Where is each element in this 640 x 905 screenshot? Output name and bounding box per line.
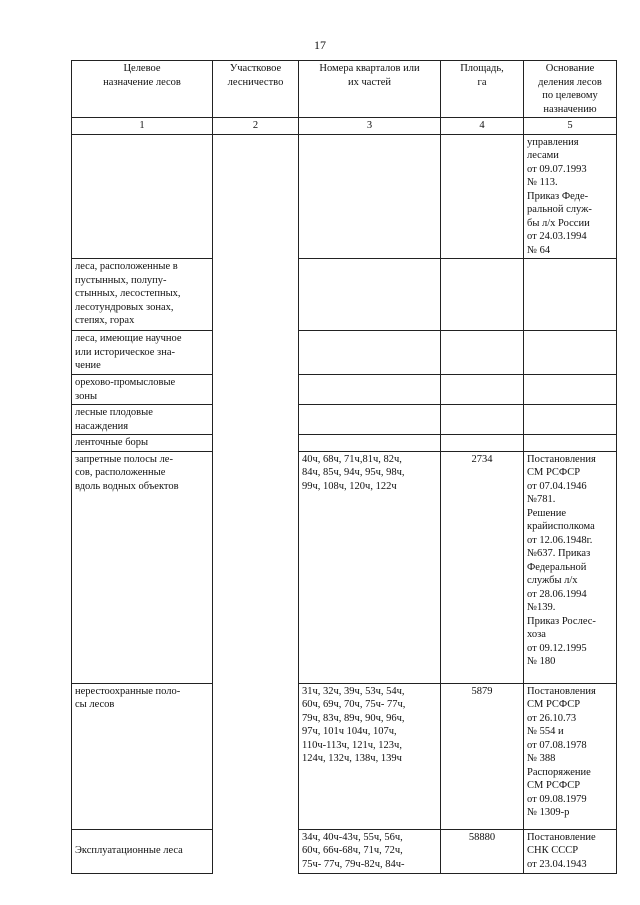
table-row	[72, 829, 617, 873]
district-cell	[213, 375, 299, 405]
quarters-cell	[299, 375, 441, 405]
area-cell	[441, 331, 524, 375]
table-row	[72, 405, 617, 435]
quarters-cell: 40ч, 68ч, 71ч,81ч, 82ч, 84ч, 85ч, 94ч, 95ч, 98ч, 99ч, 108ч, 120ч, 122ч	[299, 451, 441, 683]
area-cell	[441, 259, 524, 331]
basis-cell	[524, 435, 617, 452]
forest-purpose-table	[71, 60, 617, 874]
table-row	[72, 683, 617, 829]
purpose-cell: запретные полосы ле- сов, расположенные вдоль водных объектов	[72, 451, 213, 683]
table-row	[72, 435, 617, 452]
quarters-cell	[299, 134, 441, 259]
purpose-cell: нерестоохранные поло- сы лесов	[72, 683, 213, 829]
header-area: Площадь, га	[441, 61, 524, 118]
purpose-cell: леса, расположенные в пустынных, полупу- стынных, лесостепных, лесотундровых зонах, степях, горах	[72, 259, 213, 331]
page-number: 17	[314, 38, 326, 52]
quarters-cell	[299, 405, 441, 435]
col-number-4: 4	[441, 118, 524, 135]
basis-cell	[524, 405, 617, 435]
quarters-cell: 31ч, 32ч, 39ч, 53ч, 54ч, 60ч, 69ч, 70ч, 75ч- 77ч, 79ч, 83ч, 89ч, 90ч, 96ч, 97ч, 101ч 104ч, 107ч, 110ч-113ч, 121ч, 123ч, 124ч, 132ч, 138ч, 139ч	[299, 683, 441, 829]
header-basis: Основание деления лесов по целевому назначению	[524, 61, 617, 118]
purpose-cell: Эксплуатационные леса	[72, 829, 213, 873]
purpose-cell: орехово-промысловые зоны	[72, 375, 213, 405]
quarters-cell	[299, 331, 441, 375]
table-row	[72, 134, 617, 259]
purpose-cell: леса, имеющие научное или историческое зна- чение	[72, 331, 213, 375]
table-row	[72, 331, 617, 375]
header-district: Участковое лесничество	[213, 61, 299, 118]
basis-cell	[524, 375, 617, 405]
area-cell	[441, 435, 524, 452]
column-number-row	[72, 118, 617, 135]
district-cell	[213, 405, 299, 435]
purpose-cell: лесные плодовые насаждения	[72, 405, 213, 435]
quarters-cell: 34ч, 40ч-43ч, 55ч, 56ч, 60ч, 66ч-68ч, 71ч, 72ч, 75ч- 77ч, 79ч-82ч, 84ч-	[299, 829, 441, 873]
col-number-3: 3	[299, 118, 441, 135]
basis-cell: управления лесами от 09.07.1993 № 113. Приказ Феде- ральной служ- бы л/х России от 24.03.1994 № 64	[524, 134, 617, 259]
district-cell	[213, 829, 299, 873]
district-cell	[213, 331, 299, 375]
area-cell	[441, 405, 524, 435]
district-cell	[213, 451, 299, 683]
district-cell	[213, 435, 299, 452]
header-quarters: Номера кварталов или их частей	[299, 61, 441, 118]
basis-cell: Постановления СМ РСФСР от 26.10.73 № 554 и от 07.08.1978 № 388 Распоряжение СМ РСФСР от 09.08.1979 № 1309-р	[524, 683, 617, 829]
area-cell: 5879	[441, 683, 524, 829]
area-cell: 2734	[441, 451, 524, 683]
col-number-1: 1	[72, 118, 213, 135]
district-cell	[213, 683, 299, 829]
table-row	[72, 451, 617, 683]
basis-cell	[524, 259, 617, 331]
basis-cell: Постановление СНК СССР от 23.04.1943	[524, 829, 617, 873]
header-purpose: Целевое назначение лесов	[72, 61, 213, 118]
basis-cell	[524, 331, 617, 375]
col-number-5: 5	[524, 118, 617, 135]
table-row	[72, 259, 617, 331]
col-number-2: 2	[213, 118, 299, 135]
district-cell	[213, 134, 299, 259]
table-row	[72, 375, 617, 405]
area-cell: 58880	[441, 829, 524, 873]
quarters-cell	[299, 259, 441, 331]
basis-cell: Постановления СМ РСФСР от 07.04.1946 №781. Решение крайисполкома от 12.06.1948г. №637. Приказ Федеральной службы л/х от 28.06.1994 №139. Приказ Рослес- хоза от 09.12.1995 № 180	[524, 451, 617, 683]
district-cell	[213, 259, 299, 331]
quarters-cell	[299, 435, 441, 452]
area-cell	[441, 134, 524, 259]
header-row	[72, 61, 617, 118]
purpose-cell: ленточные боры	[72, 435, 213, 452]
purpose-cell	[72, 134, 213, 259]
area-cell	[441, 375, 524, 405]
